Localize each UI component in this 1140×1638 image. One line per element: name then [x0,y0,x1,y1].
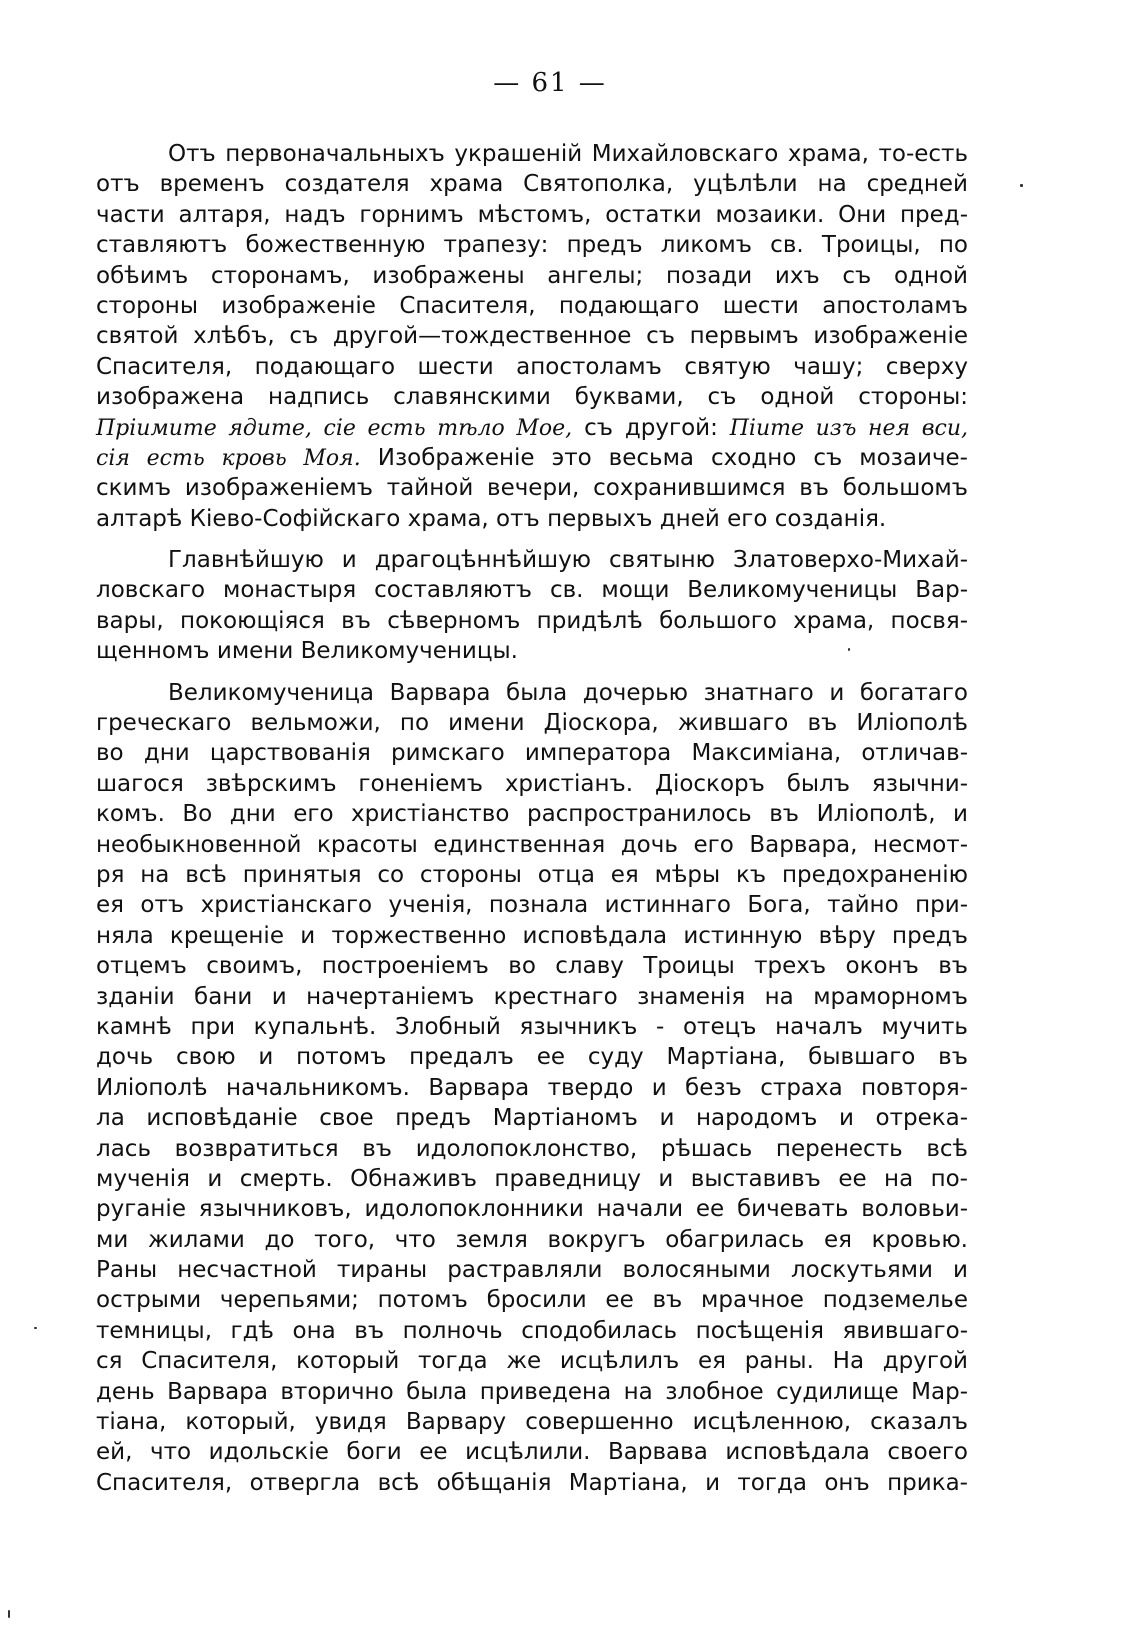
text-line: отцемъ своимъ, построеніемъ во славу Троицы трехъ оконъ въ [96,953,968,980]
text-line: тіана, который, увидя Варвару совершенно исцѣленною, сказалъ [96,1409,968,1436]
text-segment: съ другой: [572,414,730,441]
text-line: лась возвратиться въ идолопоклонство, рѣшась перенесть всѣ [96,1135,968,1162]
text-line: изображена надпись славянскими буквами, съ одной стороны: [96,384,968,411]
text-line: мученія и смерть. Обнаживъ праведницу и выставивъ ее на по- [96,1165,968,1192]
text-segment: Изображеніе это весьма сходно съ мозаиче- [360,444,968,471]
text-line: острыми черепьями; потомъ бросили ее въ мрачное подземелье [96,1287,968,1314]
text-line: Раны несчастной тираны растравляли волосяными лоскутьями и [96,1257,968,1284]
quote-cup: Піите изъ нея вси, [729,415,968,441]
text-line: обѣимъ сторонамъ, изображены ангелы; позади ихъ съ одной [96,262,968,289]
text-line: во дни царствованія римскаго императора Максиміана, отличав- [96,740,968,767]
text-line: щенномъ имени Великомученицы. [96,638,518,665]
paragraph-3 [96,678,968,1499]
text-line: части алтаря, надъ горнимъ мѣстомъ, остатки мозаики. Они пред- [96,201,968,228]
text-line-quotation [96,443,968,473]
text-line: греческаго вельможи, по имени Діоскора, жившаго въ Иліополѣ [96,710,968,737]
text-line: темницы, гдѣ она въ полночь сподобилась посѣщенія явившаго- [96,1317,968,1344]
text-line: день Варвара вторично была приведена на злобное судилище Мар- [96,1378,968,1405]
text-line: ея отъ христіанскаго ученія, познала истиннаго Бога, тайно при- [96,892,968,919]
text-line: скимъ изображеніемъ тайной вечери, сохранившимся въ большомъ [96,475,968,502]
text-line: няла крещеніе и торжественно исповѣдала истинную вѣру предъ [96,922,968,949]
paragraph-gap [96,534,968,545]
text-line: Главнѣйшую и драгоцѣннѣйшую святыню Златоверхо-Михай- [168,547,968,574]
text-line: святой хлѣбъ, съ другой—тождественное съ первымъ изображеніе [96,323,968,350]
text-line: Спасителя, отвергла всѣ обѣщанія Мартіана, и тогда онъ прика- [96,1469,968,1496]
quote-bread: Пріимите ядите, сіе есть тѣло Мое, [96,415,573,441]
text-line: ла исповѣданіе свое предъ Мартіаномъ и народомъ и отрека- [96,1105,968,1132]
text-line-quotation [96,413,968,443]
text-line: ся Спасителя, который тогда же исцѣлилъ ея раны. На другой [96,1348,968,1375]
text-line: камнѣ при купальнѣ. Злобный язычникъ - отецъ началъ мучить [96,1013,968,1040]
text-line: ми жилами до того, что земля вокругъ обагрилась ея кровью. [96,1226,968,1253]
text-line: отъ временъ создателя храма Святополка, уцѣлѣли на средней [96,171,968,198]
text-line: ря на всѣ принятыя со стороны отца ея мѣры къ предохраненію [96,861,968,888]
text-line: ловскаго монастыря составляютъ св. мощи Великомученицы Вар- [96,577,968,604]
text-line: ей, что идольскіе боги ее исцѣлили. Варвава исповѣдала своего [96,1439,968,1466]
text-line: Иліополѣ начальникомъ. Варвара твердо и безъ страха повторя- [96,1074,968,1101]
text-line: ставляютъ божественную трапезу: предъ ликомъ св. Троицы, по [96,232,968,259]
scan-speck [8,1610,10,1618]
quote-blood: сія есть кровь Моя. [96,445,361,471]
text-line: шагося звѣрскимъ гоненіемъ христіанъ. Діоскоръ былъ язычни- [96,770,968,797]
text-line: стороны изображеніе Спасителя, подающаго шести апостоламъ [96,292,968,319]
page-number: — 61 — [493,68,607,98]
text-line: комъ. Во дни его христіанство распространилось въ Иліополѣ, и [96,801,968,828]
text-line: Спасителя, подающаго шести апостоламъ святую чашу; сверху [96,353,968,380]
text-line: дочь свою и потомъ предалъ ее суду Мартіана, бывшаго въ [96,1044,968,1071]
scan-speck [848,648,850,651]
paragraph-2 [96,545,968,667]
text-line: зданіи бани и начертаніемъ крестнаго знаменія на мраморномъ [96,983,968,1010]
text-line: руганіе язычниковъ, идолопоклонники начали ее бичевать воловьи- [96,1196,968,1223]
scan-speck [34,1327,37,1329]
text-line: Великомученица Варвара была дочерью знатнаго и богатаго [168,679,968,706]
paragraph-1 [96,139,968,534]
text-line: алтарѣ Кіево-Софійскаго храма, отъ первыхъ дней его созданія. [96,505,887,532]
paragraph-gap [96,667,968,678]
text-line: вары, покоющіяся въ сѣверномъ придѣлѣ большого храма, посвя- [96,607,968,634]
text-line: необыкновенной красоты единственная дочь его Варвара, несмот- [96,831,968,858]
text-line: Отъ первоначальныхъ украшеній Михайловскаго храма, то-есть [168,141,968,167]
text-body [96,139,968,1498]
scan-speck [1020,184,1023,187]
